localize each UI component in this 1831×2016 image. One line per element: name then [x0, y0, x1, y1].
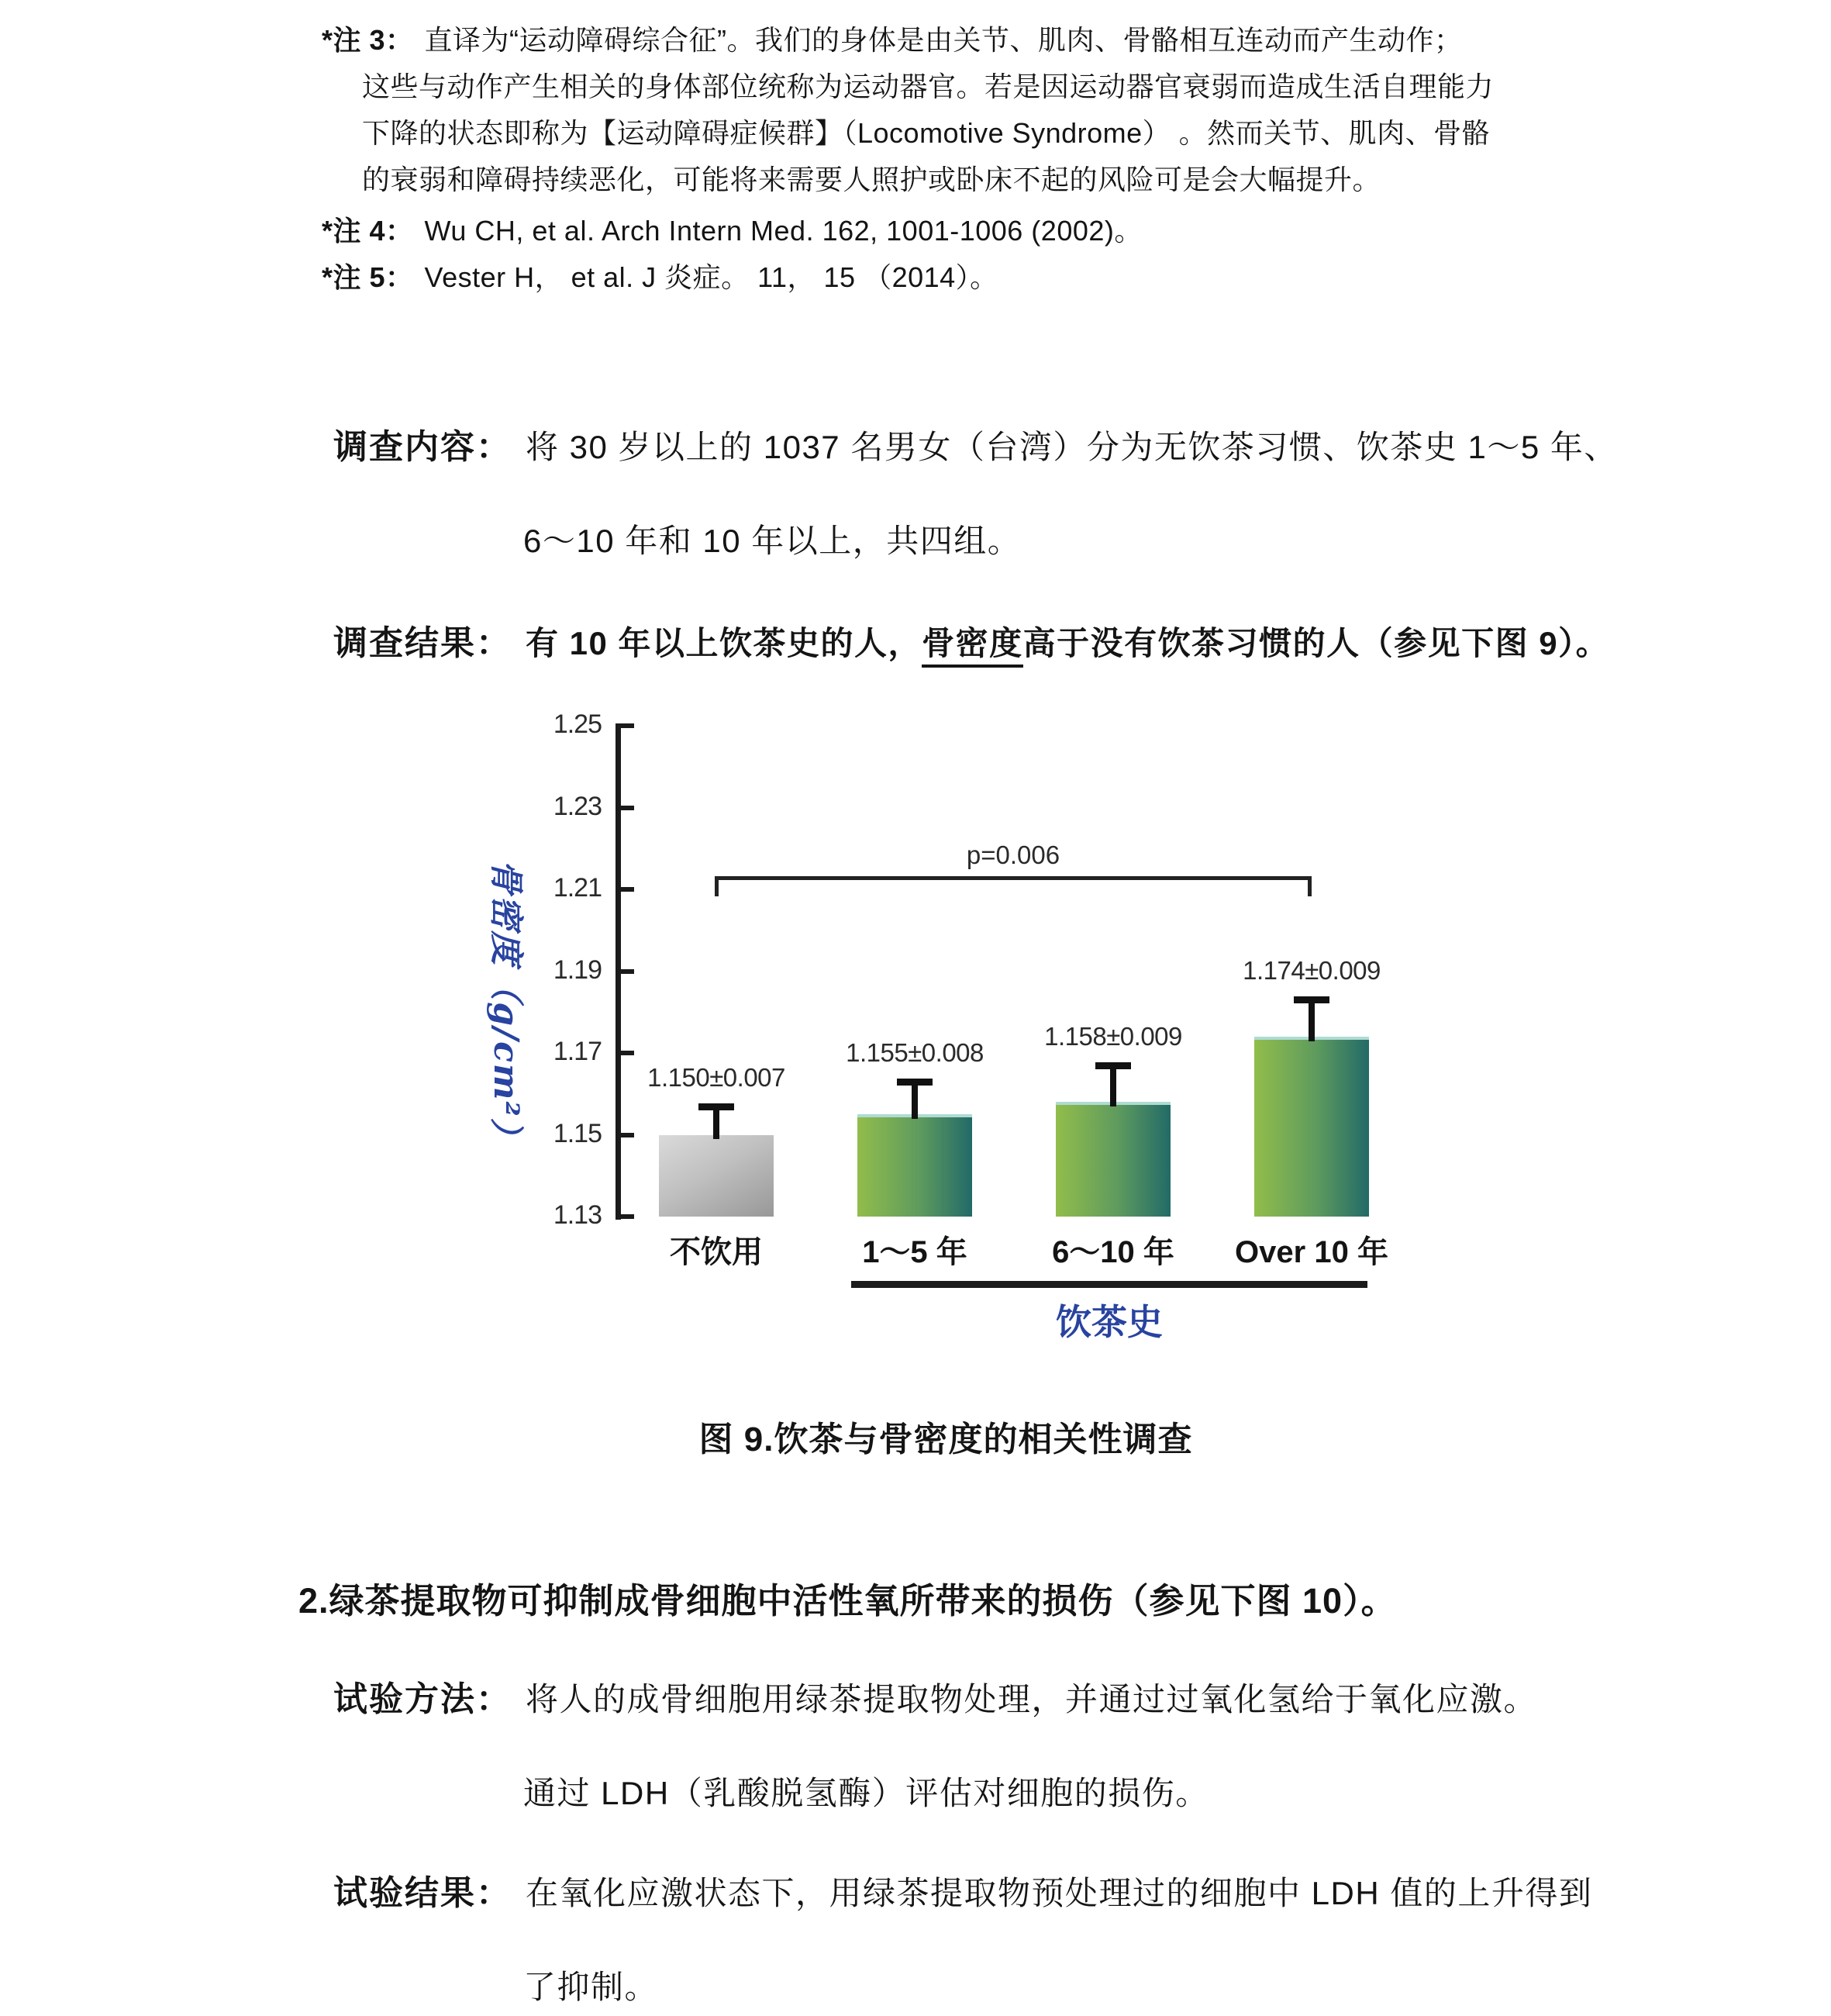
y-axis-tick [621, 723, 634, 728]
bar-value-label: 1.158±0.009 [1044, 1021, 1182, 1051]
note-3-line-1 [322, 19, 1463, 58]
error-bar-cap [897, 1079, 933, 1086]
y-axis-tick-label: 1.15 [553, 1118, 602, 1148]
survey-content-text-1: 将 30 岁以上的 1037 名男女（台湾）分为无饮茶习惯、饮茶史 1～5 年、 [526, 429, 1618, 465]
y-axis-line [616, 723, 621, 1220]
error-bar-cap [698, 1103, 734, 1110]
bar-value-label: 1.174±0.009 [1243, 956, 1381, 986]
y-axis-tick-label: 1.13 [553, 1200, 602, 1230]
survey-content-line-1 [333, 419, 1618, 468]
bar-category-label: 1～5 年 [862, 1235, 967, 1269]
figure-caption: 图 9.饮茶与骨密度的相关性调查 [698, 1421, 1193, 1458]
survey-content-line-2: 6～10 年和 10 年以上，共四组。 [523, 523, 1022, 559]
bar-category-label: 不饮用 [670, 1235, 763, 1269]
plot-area [553, 709, 1499, 1342]
survey-result-text-pre: 有 10 年以上饮茶史的人， [526, 625, 922, 661]
note-4-text: Wu CH, et al. Arch Intern Med. 162, 1001-1006 (2002)。 [424, 215, 1143, 247]
error-bar-stem [713, 1106, 719, 1140]
bracket-right-tick [1308, 876, 1312, 896]
y-axis-tick [621, 806, 634, 810]
note-3-line-4: 的衰弱和障碍持续恶化，可能将来需要人照护或卧床不起的风险可是会大幅提升。 [362, 164, 1381, 195]
survey-result-label: 调查结果： [333, 624, 512, 662]
result-line-1 [333, 1865, 1592, 1914]
note-5-label: *注 5： [322, 261, 414, 293]
bar-value-label: 1.150±0.007 [647, 1062, 785, 1092]
bracket-line [715, 876, 1312, 880]
survey-result-text-post: 高于没有饮茶习惯的人（参见下图 9）。 [1022, 625, 1610, 661]
y-axis-tick [621, 969, 634, 974]
error-bar-stem [1309, 999, 1315, 1041]
p-value-label: p=0.006 [966, 841, 1060, 869]
y-axis-title: 骨密度（g/cm²） [486, 859, 526, 1154]
note-5-line [322, 256, 998, 295]
bracket-left-tick [715, 876, 719, 896]
note-3-line-3: 下降的状态即称为【运动障碍症候群】（Locomotive Syndrome） 。然而关节、肌肉、骨骼 [362, 117, 1491, 149]
y-axis-tick [621, 1214, 634, 1219]
y-axis-tick [621, 1051, 634, 1055]
significance-bracket [715, 841, 1312, 899]
y-axis-tick [621, 887, 634, 892]
note-3-line-2: 这些与动作产生相关的身体部位统称为运动器官。若是因运动器官衰弱而造成生活自理能力 [362, 71, 1495, 102]
result-line-2: 了抑制。 [523, 1969, 659, 2005]
y-axis-tick-label: 1.23 [553, 791, 602, 821]
bar-3 [1254, 1037, 1369, 1217]
note-4-label: *注 4： [322, 215, 414, 247]
note-3-label: *注 3： [322, 24, 414, 56]
bar-2 [1056, 1102, 1171, 1217]
bone-density-bar-chart [434, 709, 1581, 1396]
error-bar-stem [1110, 1065, 1116, 1106]
error-bar-cap [1294, 996, 1329, 1003]
y-axis-tick-label: 1.17 [553, 1037, 602, 1066]
result-label: 试验结果： [333, 1874, 512, 1912]
method-text-1: 将人的成骨细胞用绿茶提取物处理，并通过过氧化氢给于氧化应激。 [526, 1681, 1538, 1717]
bar-1 [857, 1114, 972, 1217]
survey-result-line [333, 615, 1609, 665]
tea-group-underline [851, 1281, 1367, 1288]
y-axis-tick [621, 1133, 634, 1137]
bar-0 [659, 1135, 774, 1217]
bar-category-label: Over 10 年 [1235, 1235, 1388, 1269]
y-axis-tick-label: 1.25 [553, 709, 602, 739]
x-axis-title: 饮茶史 [1056, 1303, 1163, 1342]
bar-category-label: 6～10 年 [1052, 1235, 1174, 1269]
note-5-text: Vester H， et al. J 炎症。 11， 15 （2014）。 [424, 261, 998, 293]
method-label: 试验方法： [333, 1680, 512, 1718]
result-text-1: 在氧化应激状态下，用绿茶提取物预处理过的细胞中 LDH 值的上升得到 [526, 1875, 1593, 1911]
y-axis-tick-label: 1.21 [553, 873, 602, 903]
section-2-heading: 2.绿茶提取物可抑制成骨细胞中活性氧所带来的损伤（参见下图 10）。 [298, 1581, 1397, 1621]
error-bar-cap [1095, 1062, 1131, 1069]
error-bar-stem [912, 1082, 918, 1119]
survey-content-label: 调查内容： [333, 428, 512, 466]
survey-result-underlined-term: 骨密度 [922, 625, 1023, 668]
y-axis-tick-label: 1.19 [553, 954, 602, 985]
note-3-text-1: 直译为“运动障碍综合征”。我们的身体是由关节、肌肉、骨骼相互连动而产生动作； [424, 24, 1463, 56]
note-4-line [322, 209, 1143, 249]
bar-value-label: 1.155±0.008 [846, 1037, 984, 1067]
method-line-1 [333, 1671, 1537, 1721]
method-line-2: 通过 LDH（乳酸脱氢酶）评估对细胞的损伤。 [523, 1775, 1209, 1811]
